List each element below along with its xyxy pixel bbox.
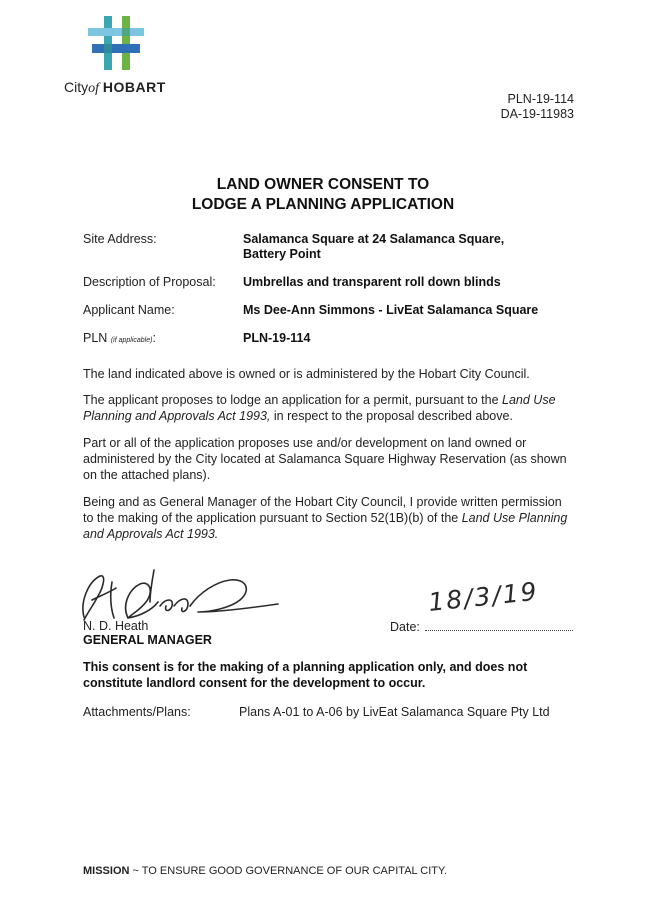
pln-label [83,331,156,345]
description-label: Description of Proposal: [83,275,216,289]
logo-wordmark [64,79,166,97]
logo-city: City [64,79,89,95]
p4-text-a: Being and as General Manager of the Hobart City Council, I provide written permission to the making of the application pursuant to Section 52(1B)(b) of the [83,495,562,525]
mission-label: MISSION [83,865,130,877]
logo-hobart: HOBART [102,79,166,95]
reference-numbers [501,92,574,122]
date-label: Date: [390,620,420,634]
mission-text: ~ TO ENSURE GOOD GOVERNANCE OF OUR CAPITAL CITY. [129,865,447,877]
title-line-2: LODGE A PLANNING APPLICATION [191,196,455,213]
p2-text-b: in respect to the proposal described above. [270,409,513,423]
pln-label-colon: : [152,331,156,345]
applicant-label: Applicant Name: [83,303,175,317]
date-line [425,630,573,631]
site-address-value [243,232,563,262]
applicant-value: Ms Dee-Ann Simmons - LivEat Salamanca Square [243,303,539,317]
attachments-value: Plans A-01 to A-06 by LivEat Salamanca Square Pty Ltd [239,705,550,719]
pln-value: PLN-19-114 [243,331,311,345]
paragraph-application [83,392,575,424]
paragraph-land-use: Part or all of the application proposes use and/or development on land owned or administered by the City located at Salamanca Square Highway Reservation (as shown on the attached plans). [83,436,567,482]
handwritten-date: 18/3/19 [426,576,540,617]
consent-disclaimer: This consent is for the making of a planning application only, and does not constitute landlord consent for the development to occur. [83,660,528,690]
site-address-line-1: Salamanca Square at 24 Salamanca Square, [243,232,505,246]
title-line-1: LAND OWNER CONSENT TO [216,176,430,193]
paragraph-ownership: The land indicated above is owned or is administered by the Hobart City Council. [83,367,530,381]
pln-label-note: (if applicable) [110,337,153,344]
attachments-label: Attachments/Plans: [83,705,191,719]
da-reference: DA-19-11983 [500,107,574,121]
pln-reference: PLN-19-114 [507,92,574,106]
description-value: Umbrellas and transparent roll down blinds [243,275,501,289]
pln-label-text: PLN [83,331,108,345]
logo-of: of [88,81,100,96]
paragraph-permission [83,494,575,542]
p4-act-name: Land Use Planning and Approvals Act 1993. [83,511,568,541]
site-address-line-2: Battery Point [243,247,321,261]
site-address-label: Site Address: [83,232,157,246]
city-of-hobart-logo-icon [88,16,144,70]
document-title [0,175,646,215]
mission-statement [83,865,447,877]
p2-act-name: Land Use Planning and Approvals Act 1993, [83,393,556,423]
signatory-role: GENERAL MANAGER [83,633,212,647]
p2-text-a: The applicant proposes to lodge an application for a permit, pursuant to the [83,393,503,407]
signatory-name: N. D. Heath [83,619,149,633]
